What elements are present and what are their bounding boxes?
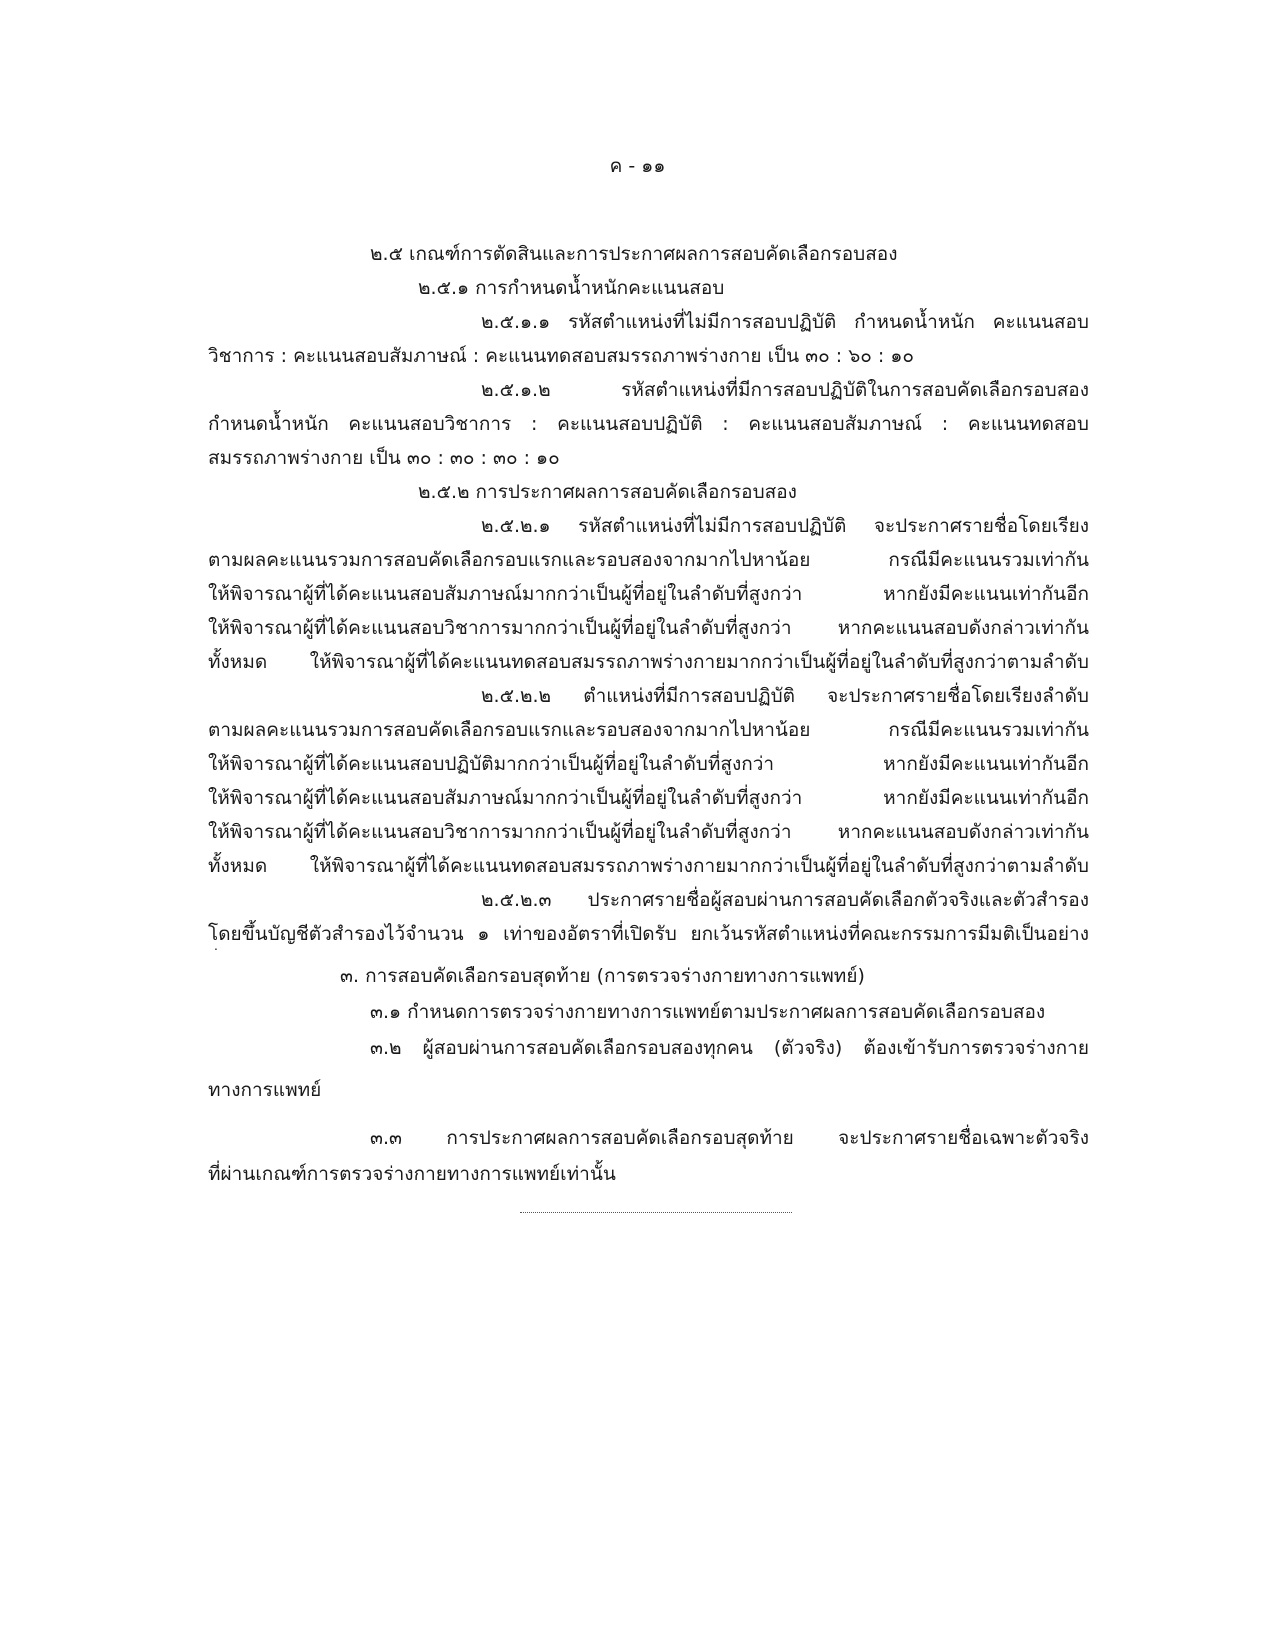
page-number: ค - ๑๑ (609, 155, 666, 177)
paragraph-2-5-2-2-line-5: ให้พิจารณาผู้ที่ได้คะแนนสอบวิชาการมากกว่าเป็นผู้ที่อยู่ในลำดับที่สูงกว่า หากคะแนนสอบดังกล่าวเท่ากัน (208, 821, 1089, 843)
heading-2-5: ๒.๕ เกณฑ์การตัดสินและการประกาศผลการสอบคัดเลือกรอบสอง (370, 243, 898, 265)
item-3-2-line-2: ทางการแพทย์ (208, 1079, 322, 1101)
heading-2-5-2: ๒.๕.๒ การประกาศผลการสอบคัดเลือกรอบสอง (418, 481, 797, 503)
paragraph-2-5-2-2-line-6: ทั้งหมด ให้พิจารณาผู้ที่ได้คะแนนทดสอบสมรรถภาพร่างกายมากกว่าเป็นผู้ที่อยู่ในลำดับที่สูงกว่าตามลำดับ (208, 855, 1089, 877)
paragraph-2-5-2-2-line-1: ๒.๕.๒.๒ ตำแหน่งที่มีการสอบปฏิบัติ จะประกาศรายชื่อโดยเรียงลำดับ (481, 685, 1089, 707)
paragraph-2-5-2-1-line-1: ๒.๕.๒.๑ รหัสตำแหน่งที่ไม่มีการสอบปฏิบัติ จะประกาศรายชื่อโดยเรียง (481, 515, 1089, 537)
end-of-section-divider (520, 1212, 792, 1213)
paragraph-2-5-2-2-line-4: ให้พิจารณาผู้ที่ได้คะแนนสอบสัมภาษณ์มากกว่าเป็นผู้ที่อยู่ในลำดับที่สูงกว่า หากยังมีคะแนนเท่ากันอีก (208, 787, 1089, 809)
paragraph-2-5-2-1-line-5: ทั้งหมด ให้พิจารณาผู้ที่ได้คะแนนทดสอบสมรรถภาพร่างกายมากกว่าเป็นผู้ที่อยู่ในลำดับที่สูงกว่าตามลำดับ (208, 651, 1089, 673)
paragraph-2-5-1-2-line-3: สมรรถภาพร่างกาย เป็น ๓๐ : ๓๐ : ๓๐ : ๑๐ (208, 447, 560, 469)
paragraph-2-5-2-2-line-3: ให้พิจารณาผู้ที่ได้คะแนนสอบปฏิบัติมากกว่าเป็นผู้ที่อยู่ในลำดับที่สูงกว่า หากยังมีคะแนนเท่ากันอีก (208, 753, 1089, 775)
item-3-1: ๓.๑ กำหนดการตรวจร่างกายทางการแพทย์ตามประกาศผลการสอบคัดเลือกรอบสอง (370, 1001, 1046, 1023)
paragraph-2-5-2-3-line-1: ๒.๕.๒.๓ ประกาศรายชื่อผู้สอบผ่านการสอบคัดเลือกตัวจริงและตัวสำรอง (481, 889, 1089, 911)
heading-3: ๓. การสอบคัดเลือกรอบสุดท้าย (การตรวจร่างกายทางการแพทย์) (340, 965, 865, 987)
item-3-3-line-1: ๓.๓ การประกาศผลการสอบคัดเลือกรอบสุดท้าย จะประกาศรายชื่อเฉพาะตัวจริง (370, 1127, 1089, 1149)
paragraph-2-5-2-2-line-2: ตามผลคะแนนรวมการสอบคัดเลือกรอบแรกและรอบสองจากมากไปหาน้อย กรณีมีคะแนนรวมเท่ากัน (208, 719, 1089, 741)
paragraph-2-5-1-2-line-2: กำหนดน้ำหนัก คะแนนสอบวิชาการ : คะแนนสอบปฏิบัติ : คะแนนสอบสัมภาษณ์ : คะแนนทดสอบ (208, 413, 1089, 435)
paragraph-2-5-2-1-line-2: ตามผลคะแนนรวมการสอบคัดเลือกรอบแรกและรอบสองจากมากไปหาน้อย กรณีมีคะแนนรวมเท่ากัน (208, 549, 1089, 571)
paragraph-2-5-1-1-line-1: ๒.๕.๑.๑ รหัสตำแหน่งที่ไม่มีการสอบปฏิบัติ กำหนดน้ำหนัก คะแนนสอบ (481, 311, 1089, 333)
heading-2-5-1: ๒.๕.๑ การกำหนดน้ำหนักคะแนนสอบ (418, 277, 725, 299)
item-3-3-line-2: ที่ผ่านเกณฑ์การตรวจร่างกายทางการแพทย์เท่านั้น (208, 1163, 616, 1185)
paragraph-2-5-2-3-line-2: โดยขึ้นบัญชีตัวสำรองไว้จำนวน ๑ เท่าของอัตราที่เปิดรับ ยกเว้นรหัสตำแหน่งที่คณะกรรมการมีมติเป็นอย่าง (208, 923, 1089, 945)
paragraph-2-5-2-1-line-3: ให้พิจารณาผู้ที่ได้คะแนนสอบสัมภาษณ์มากกว่าเป็นผู้ที่อยู่ในลำดับที่สูงกว่า หากยังมีคะแนนเท่ากันอีก (208, 583, 1089, 605)
paragraph-2-5-1-2-line-1: ๒.๕.๑.๒ รหัสตำแหน่งที่มีการสอบปฏิบัติในการสอบคัดเลือกรอบสอง (481, 379, 1089, 401)
item-3-2-line-1: ๓.๒ ผู้สอบผ่านการสอบคัดเลือกรอบสองทุกคน (ตัวจริง) ต้องเข้ารับการตรวจร่างกาย (370, 1037, 1089, 1059)
paragraph-2-5-2-1-line-4: ให้พิจารณาผู้ที่ได้คะแนนสอบวิชาการมากกว่าเป็นผู้ที่อยู่ในลำดับที่สูงกว่า หากคะแนนสอบดังกล่าวเท่ากัน (208, 617, 1089, 639)
paragraph-2-5-1-1-line-2: วิชาการ : คะแนนสอบสัมภาษณ์ : คะแนนทดสอบสมรรถภาพร่างกาย เป็น ๓๐ : ๖๐ : ๑๐ (208, 345, 915, 367)
